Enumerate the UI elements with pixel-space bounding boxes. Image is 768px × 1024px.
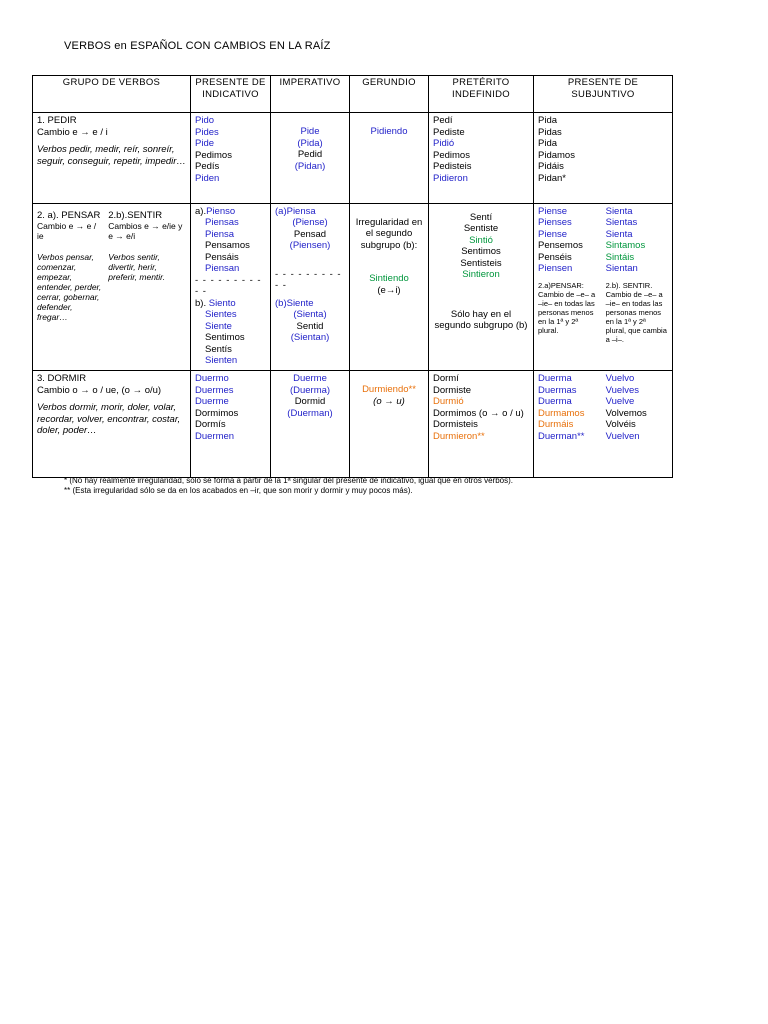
divider: - - - - - - - - - - -: [275, 268, 342, 292]
conjugation: Pedid: [297, 149, 323, 161]
conjugation: Volvéis: [605, 419, 636, 431]
page-title: VERBOS en ESPAÑOL CON CAMBIOS EN LA RAÍZ: [64, 40, 331, 52]
conjugation: Dormís: [195, 419, 226, 431]
conjugation: Pienso: [206, 205, 236, 217]
conjugation: Sientas: [605, 217, 638, 229]
conjugation: Duermen: [195, 430, 235, 442]
subgroup-b-change: Cambios e → e/ie y e → e/i: [108, 221, 183, 242]
divider: - - - - - - - - - - -: [195, 274, 262, 298]
verb-table: [32, 75, 673, 478]
conjugation: Piensas: [205, 217, 239, 229]
conjugation: Piense: [538, 205, 568, 217]
conjugation: Pidáis: [538, 161, 564, 173]
conjugation: Sienten: [205, 355, 238, 367]
conjugation: Piensa: [205, 228, 235, 240]
subgroup-a-title: 2. a). PENSAR: [37, 209, 101, 221]
conjugation: Sintamos: [605, 240, 646, 252]
conjugation: Duerma: [538, 373, 572, 385]
conjugation: Sienta: [605, 228, 633, 240]
conjugation: Pidas: [538, 126, 562, 138]
conjugation: Pedimos: [195, 149, 232, 161]
cell-pedir-presente: [191, 113, 271, 204]
conjugation: (Duerma): [289, 384, 331, 396]
conjugation: Pensemos: [538, 240, 583, 252]
cell-dormir-grupo: [33, 371, 191, 478]
cell-dormir-gerundio: [350, 371, 429, 478]
conjugation: Pensad: [293, 228, 327, 240]
conjugation: Piden: [195, 172, 220, 184]
group-verbs: Verbos pedir, medir, reír, sonreír, seguir, conseguir, repetir, impedir…: [37, 144, 186, 167]
cell-dormir-subjuntivo: [534, 371, 673, 478]
row-pedir: [33, 113, 673, 204]
conjugation: Vuelvo: [605, 373, 635, 385]
conjugation: Pida: [538, 115, 558, 127]
label-b: b).: [195, 297, 207, 309]
footnotes: [64, 476, 513, 496]
conjugation: Sientes: [205, 309, 237, 321]
subgroup-a: [33, 204, 105, 370]
conjugation: Siente: [205, 320, 232, 332]
group-change: Cambio e → e / i: [37, 126, 108, 138]
conjugation: (Piensen): [289, 240, 331, 252]
gerund-change: (o → u): [373, 395, 405, 407]
conjugation: Duermes: [195, 384, 234, 396]
cell-pensar-preterito: [429, 203, 534, 370]
conjugation: Duerme: [195, 396, 229, 408]
conjugation: Sentí: [469, 211, 493, 223]
conjugation: Sentiste: [463, 223, 499, 235]
conjugation: Piensan: [205, 263, 240, 275]
conjugation: Durmió: [433, 396, 464, 408]
header-imperativo: IMPERATIVO: [271, 76, 350, 113]
conjugation: Sentimos: [205, 332, 245, 344]
subgroup-a-change: Cambio e → e / ie: [37, 221, 97, 242]
group-title: 3. DORMIR: [37, 373, 87, 385]
conjugation: Durmamos: [538, 407, 585, 419]
header-presente-indicativo: PRESENTE DE INDICATIVO: [191, 76, 271, 113]
gerund: Durmiendo**: [362, 384, 416, 396]
conjugation: Sentís: [205, 343, 232, 355]
header-gerundio: GERUNDIO: [350, 76, 429, 113]
subj-col-b: [606, 206, 668, 344]
conjugation: Pide: [300, 126, 320, 138]
conjugation: Vuelves: [605, 384, 640, 396]
conjugation: Pidan*: [538, 172, 566, 184]
conjugation: Pensáis: [205, 251, 239, 263]
conjugation: Dormid: [294, 396, 326, 408]
conjugation: Durmáis: [538, 419, 574, 431]
cell-pedir-subjuntivo: [534, 113, 673, 204]
conjugation: Pediste: [433, 126, 465, 138]
cell-dormir-preterito: [429, 371, 534, 478]
cell-pedir-grupo: [33, 113, 191, 204]
cell-dormir-imperativo: [271, 371, 350, 478]
preterito-note: Sólo hay en el segundo subgrupo (b): [434, 308, 528, 332]
conjugation: Piensen: [538, 263, 573, 275]
conjugation: Pedís: [195, 161, 220, 173]
conjugation: Dormiste: [433, 384, 472, 396]
conjugation: Vuelve: [605, 396, 635, 408]
conjugation: Sintáis: [605, 251, 635, 263]
conjugation: Sentid: [296, 320, 324, 332]
subj-col-b: [606, 373, 668, 442]
conjugation: Duermas: [538, 384, 577, 396]
conjugation: Piense: [538, 228, 568, 240]
conjugation: Siento: [208, 297, 236, 309]
conjugation: Sentimos: [461, 246, 501, 258]
conjugation: Vuelven: [605, 430, 640, 442]
conjugation: Pides: [195, 126, 219, 138]
group-title: 1. PEDIR: [37, 115, 77, 127]
row-dormir: [33, 371, 673, 478]
conjugation: Pienses: [538, 217, 572, 229]
conjugation: Pedisteis: [433, 161, 472, 173]
subj-note-b: 2.b). SENTIR. Cambio de –e– a –ie– en todas las personas menos en la 1ª y 2ª plural, que cambia a –i–.: [605, 280, 667, 344]
subgroup-a-verbs: Verbos pensar, comenzar, empezar, entender, perder, cerrar, gobernar, defender, fregar…: [37, 252, 102, 323]
conjugation: Pedí: [433, 115, 453, 127]
conjugation: Duerme: [293, 373, 327, 385]
cell-dormir-presente: [191, 371, 271, 478]
conjugation: (Duerman): [287, 407, 333, 419]
label-a: a).: [195, 205, 207, 217]
conjugation: Duerman**: [538, 430, 585, 442]
conjugation: Dormisteis: [433, 419, 478, 431]
conjugation: Sentisteis: [460, 257, 502, 269]
conjugation: Pidió: [433, 138, 455, 150]
cell-pensar-subjuntivo: [534, 203, 673, 370]
conjugation: Dormimos: [195, 407, 239, 419]
conjugation: (Pida): [297, 137, 323, 149]
conjugation: Pida: [538, 138, 558, 150]
conjugation: Pensamos: [205, 240, 250, 252]
footnote: ** (Esta irregularidad sólo se da en los acabados en –ir, que son morir y dormir y muy pocos más).: [64, 486, 413, 495]
header-presente-subjuntivo: PRESENTE DE SUBJUNTIVO: [534, 76, 673, 113]
conjugation: Pidieron: [433, 172, 468, 184]
cell-pensar-imperativo: [271, 203, 350, 370]
conjugation: Dormimos (o → o / u): [433, 407, 524, 419]
subj-col-a: [538, 373, 600, 442]
conjugation: Duermo: [195, 373, 229, 385]
subgroup-b: [105, 204, 190, 370]
conjugation: (Sienta): [293, 309, 327, 321]
cell-pedir-imperativo: [271, 113, 350, 204]
gerund: Pidiendo: [370, 126, 408, 138]
conjugation: Sintieron: [462, 269, 500, 281]
conjugation: (b)Siente: [275, 297, 314, 309]
subgroup-b-title: 2.b).SENTIR: [108, 209, 163, 221]
conjugation: Pido: [195, 115, 215, 127]
gerund-change: (e→i): [377, 284, 401, 296]
footnote: * (No hay realmente irregularidad, sólo se forma a partir de la 1ª singular del presente de indicativo, igual que en otros verbos).: [64, 476, 513, 485]
conjugation: Sienta: [605, 205, 633, 217]
row-pensar: [33, 203, 673, 370]
conjugation: Durmieron**: [433, 430, 485, 442]
conjugation: Duerma: [538, 396, 572, 408]
header-row: [33, 76, 673, 113]
header-grupo: GRUPO DE VERBOS: [33, 76, 191, 113]
subj-note-a: 2.a)PENSAR: Cambio de –e– a –ie– en todas las personas menos en la 1ª y 2ª plural.: [538, 280, 596, 335]
subj-col-a: [538, 206, 600, 344]
conjugation: Sientan: [605, 263, 638, 275]
conjugation: Volvemos: [605, 407, 647, 419]
conjugation: Pedimos: [433, 149, 470, 161]
conjugation: (Sientan): [290, 332, 330, 344]
conjugation: (Pidan): [294, 160, 326, 172]
gerund: Sintiendo: [369, 273, 409, 285]
cell-pensar-gerundio: [350, 203, 429, 370]
conjugation: Dormí: [433, 373, 459, 385]
conjugation: Sintió: [469, 234, 493, 246]
cell-pensar-presente: [191, 203, 271, 370]
group-verbs: Verbos dormir, morir, doler, volar, recordar, volver, encontrar, costar, doler, poder…: [37, 402, 181, 437]
header-preterito: PRETÉRITO INDEFINIDO: [429, 76, 534, 113]
cell-pedir-preterito: [429, 113, 534, 204]
conjugation: (a)Piensa: [275, 205, 316, 217]
conjugation: Pide: [195, 138, 215, 150]
group-change: Cambio o → o / ue, (o → o/u): [37, 384, 162, 396]
cell-pensar-grupo: [33, 203, 191, 370]
conjugation: Pidamos: [538, 149, 575, 161]
gerund-note: Irregularidad en el segundo subgrupo (b):: [355, 216, 423, 251]
conjugation: (Piense): [292, 217, 328, 229]
subgroup-b-verbs: Verbos sentir, divertir, herir, preferir, mentir.: [108, 252, 166, 283]
conjugation: Penséis: [538, 251, 572, 263]
cell-pedir-gerundio: [350, 113, 429, 204]
